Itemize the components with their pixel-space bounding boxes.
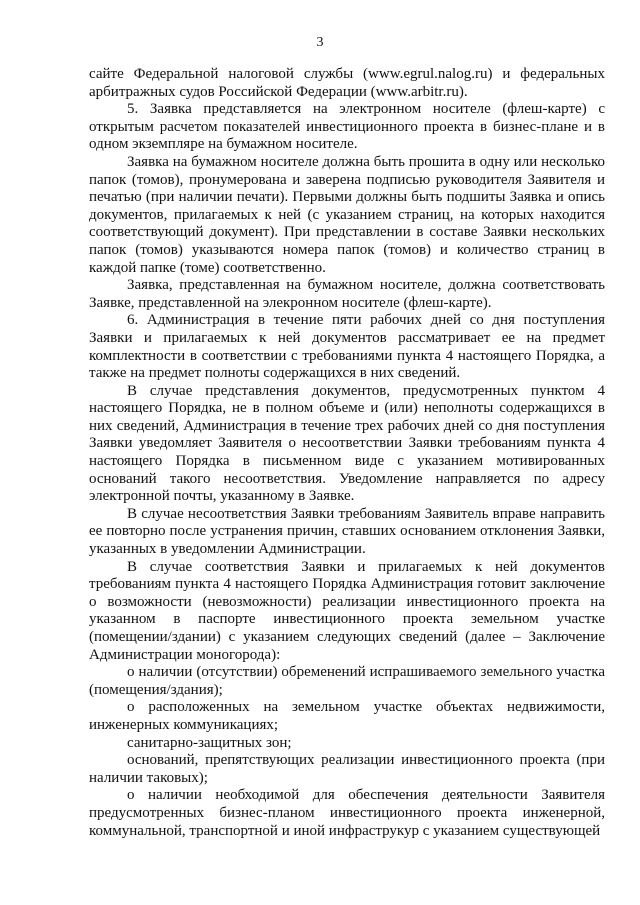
page-number: 3: [316, 35, 324, 50]
paragraph-encumbrances: о наличии (отсутствии) обременений испрашиваемого земельного участка (помещения/здания);: [89, 664, 605, 698]
paragraph-obstacles: оснований, препятствующих реализации инвестиционного проекта (при наличии таковых);: [89, 752, 605, 786]
paragraph-paper-binding: Заявка на бумажном носителе должна быть прошита в одну или несколько папок (томов), пронумерована и заверена подписью руководителя Заявителя и печатью (при наличии печати). Первыми должны быть подшиты Заявка и опись документов, прилагаемых к ней (с указанием страниц, на которых находится соответствующий документ). При представлении в составе Заявки нескольких папок (томов) указываются номера папок (томов) и количество страниц в каждой папке (томе) соответственно.: [89, 153, 605, 276]
document-body: [89, 66, 605, 840]
paragraph-incomplete-documents: В случае представления документов, предусмотренных пунктом 4 настоящего Порядка, не в полном объеме и (или) неполноты содержащихся в них сведений, Администрация в течение трех рабочих дней со дня поступления Заявки уведомляет Заявителя о несоответствии Заявки требованиям пункта 4 настоящего Порядка в письменном виде с указанием мотивированных оснований такого несоответствия. Уведомление направляется по адресу электронной почты, указанному в Заявке.: [89, 382, 605, 505]
paragraph-sanitary-zones: санитарно-защитных зон;: [127, 734, 292, 751]
paragraph-paper-correspondence: Заявка, представленная на бумажном носителе, должна соответствовать Заявке, представленной на элекронном носителе (флеш-карте).: [89, 277, 605, 311]
paragraph-item-5: 5. Заявка представляется на электронном носителе (флеш-карте) с открытым расчетом показателей инвестиционного проекта в бизнес-плане и в одном экземпляре на бумажном носителе.: [89, 101, 605, 153]
paragraph-resubmission: В случае несоответствия Заявки требованиям Заявитель вправе направить ее повторно после устранения причин, ставших основанием отклонения Заявки, указанных в уведомлении Администрации.: [89, 505, 605, 558]
paragraph-infrastructure: о наличии необходимой для обеспечения деятельности Заявителя предусмотренных бизнес-планом инвестиционного проекта инженерной, коммунальной, транспортной и иной инфраструкур с указанием существующей: [89, 787, 605, 839]
paragraph-real-estate: о расположенных на земельном участке объектах недвижимости, инженерных коммуникациях;: [89, 699, 605, 733]
paragraph-website-continuation: сайте Федеральной налоговой службы (www.egrul.nalog.ru) и федеральных арбитражных судов Российской Федерации (www.arbitr.ru).: [89, 66, 605, 100]
paragraph-item-6: 6. Администрация в течение пяти рабочих дней со дня поступления Заявки и прилагаемых к ней документов рассматривает ее на предмет комплектности в соответствии с требованиями пункта 4 настоящего Порядка, а также на предмет полноты содержащихся в них сведений.: [89, 312, 605, 382]
paragraph-conclusion: В случае соответствия Заявки и прилагаемых к ней документов требованиям пункта 4 настоящего Порядка Администрация готовит заключение о возможности (невозможности) реализации инвестиционного проекта на указанном в паспорте инвестиционного проекта земельном участке (помещении/здании) с указанием следующих сведений (далее – Заключение Администрации моногорода):: [89, 558, 605, 663]
